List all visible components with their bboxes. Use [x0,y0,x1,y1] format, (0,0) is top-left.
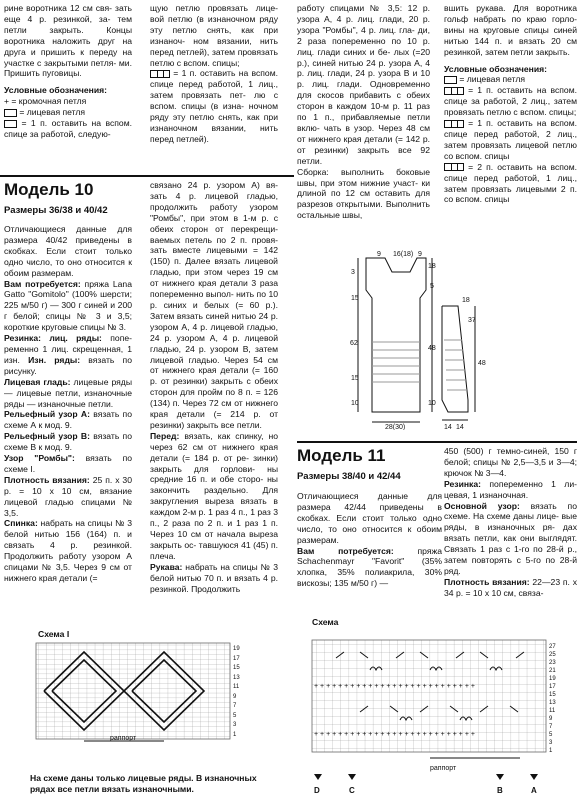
knit-stitch-symbol [444,76,457,84]
pattern-b-label: Рельефный узор В: [4,431,90,442]
column-3-top [297,3,430,221]
dim-right-4: 10 [428,400,436,407]
chart-2-row: 19 [549,676,556,682]
gauge-label: Плотность вязания: [4,474,90,485]
legend-2-line-1 [444,74,577,85]
rib-text-11: попеременно 1 ли- цевая, 1 изнаночная. [444,478,577,500]
chart-1-rapport: раппорт [110,735,137,742]
column-2-top [150,3,278,145]
col3-top-text: работу спицами № 3,5: 12 р. узора А, 4 р. лиц. глади, 20 р. узора "Ромбы", 4 р. лиц. гла- ди, 2 раза попеременно по 10 р. лиц. глади синих и бе- лых (=20 р.), синей нитью 24 р. узора А, 4 р. лиц. глади, 24 р. узора В и 10 р. лиц. глади. Одновременно для скосов прибавить с обеих сторон в каждом 10-м р. 11 раз по 1 п., прибавляемые петли вклю- чать в узор. Через 48 см от нижнего края детали (= 142 р. от резинки) закрыть все 92 петли. [297,3,430,166]
legend-2-line-2-text: = 1 п. оставить на вспом. спице за работой, 2 лиц., затем провязать петлю с вспом. спицы; [444,85,577,118]
chart-1-row: 3 [233,722,237,728]
dim-left-2: 15 [351,295,359,302]
legend-line-3 [4,118,132,140]
stockinette-text: лицевые ряды — лицевые петли, изнаночные ряды — изнаночные петли. [4,376,132,409]
chart-1-row: 5 [233,713,237,719]
need-label: Вам потребуется: [4,278,81,289]
model-10-pattern-rhombs [4,453,132,475]
chart-2-letter-a: A [531,786,537,795]
model-10-column-2 [150,180,278,594]
collar-text: рине воротника 12 см свя- зать еще 4 р. резинкой, за- тем петли закрыть. Концы воротника наложить друг на друга и пришить к переду на участке с закрытыми петля- ми. Пришить пуговицы. [4,3,132,79]
chart-1-row: 9 [233,694,237,700]
rhombs-text: вязать по схеме I. [4,453,132,474]
chart-2-row: 13 [549,700,556,706]
cable-symbol [444,120,464,128]
sleeve-dim-1: 18 [462,297,470,304]
sleeve-dim-5: 14 [456,424,464,430]
legend-2-line-2 [444,85,577,118]
gauge-text: 25 п. х 30 р. = 10 х 10 см, вязание лицевой гладью спицами № 3,5. [4,474,132,518]
chart-1-row: 13 [233,675,240,681]
col2-top-text: щую петлю провязать лице- вой петлю (в изнаночном ряду эту петлю снять, как при изнаноч- ном вязании, нить перед петлей), затем провязать петлю с вспом. спицы; [150,3,278,68]
chart-1 [30,640,280,745]
back-label: Спинка: [4,518,38,529]
svg-text:+ + + + + + + + + + + + + + +: + + + + + + + + + + + + + + + + + + + + + + + + + + + [314,683,475,690]
cable-symbol [444,163,464,171]
chart-2-row: 1 [549,748,553,754]
model-10-rib [4,333,132,377]
dim-left-4: 15 [351,375,359,382]
dim-top-1: 9 [377,251,381,258]
rib-label-11: Резинка: [444,478,481,489]
col2-mid-text: связано 24 р. узором А) вя- зать 4 р. лицевой гладью, продолжить работу узором "Ромбы", при этом в 1-м р. с обеих сторон от перекрещи- ваемых петель по 2 п. провя- зать вместе лицевыми = 142 (150) п. Далее вязать лицевой гладью, при этом через 19 см от нижнего края детали 3 раза попеременно выпол- нить по 10 р. синих и белых (= 60 р.). Затем вязать синей нитью 24 р. узором А, 4 р. лицевой гладью, 24 р. узором А, 4 р. лицевой гладью, 24 р. узором В, затем лицевой гладью. Через 54 см от нижнего края детали (= 160 р. от резинки) закрыть с обеих сторон для пройм по 8 п. = 126 (134) п. Через 72 см от нижнего края детали (= 214 р. от резинки) закрыть все петли. [150,180,278,430]
rib-label: Резинка: лиц. ряды: [4,333,102,344]
gauge-text-11: 22—23 п. х 34 р. = 10 х 10 см, связа- [444,576,577,598]
chart-2-letter-c: C [349,786,355,795]
column-4-top [444,3,577,205]
model-11-column-2 [444,446,577,599]
chart-2-row: 7 [549,724,553,730]
chart-2-row: 23 [549,660,556,666]
chart-1-row: 1 [233,732,237,738]
dim-left-5: 10 [351,400,359,407]
sleeve-dim-4: 14 [444,424,452,430]
sleeve-label: Рукава: [150,561,183,572]
model-10-pattern-b [4,431,132,453]
chart-2-row: 21 [549,668,556,674]
pattern-a-label: Рельефный узор А: [4,409,90,420]
stockinette-label: Лицевая гладь: [4,376,71,387]
back-text: набрать на спицы № 3 белой нитью 156 (164) п. и связать 4 р. резинкой. Продолжить работу узором А спицами № 3,5. Через 9 см от нижнего края детали (= [4,518,132,583]
model-10-need [4,279,132,334]
sleeve-outline [442,306,468,412]
dim-left-1: 3 [351,269,355,276]
legend-2-line-3 [444,118,577,162]
sleeve-dim-2: 37 [468,317,476,324]
dim-top-3: 9 [418,251,422,258]
model-11-block [297,446,442,589]
chart-2-row: 25 [549,652,556,658]
column-1-top [4,3,132,140]
chart-2-letter-b: B [497,786,503,795]
legend-2-line-1-text: = лицевая петля [459,74,526,85]
pattern-b-text: вязать по схеме В к мод. 9. [4,431,132,453]
garment-schematic [350,250,500,430]
chart-1-row: 15 [233,665,240,671]
dim-right-1: 18 [428,263,436,270]
model-11-main [444,501,577,577]
legend-line-3-text: = 1 п. оставить на вспом. спице за работой, следую- [4,118,132,139]
pattern-a-text: вязать по схеме А к мод. 9. [4,409,132,431]
assembly-text: Сборка: выполнить боковые швы, при этом нижние участ- ки длиной по 12 см оставить для разрезов открытыми. Выполнить остальные швы, [297,166,430,221]
model-10-rule [0,175,294,177]
chart-1-row: 17 [233,656,240,662]
legend-2-title: Условные обозначения: [444,63,547,74]
gauge-label-11: Плотность вязания: [444,576,530,587]
model-10-stockinette [4,377,132,410]
rib2-label: Изн. ряды: [28,354,81,365]
chart-1-title: Схема I [38,629,70,639]
chart-2-row: 5 [549,732,553,738]
model-11-yarn: 450 (500) г темно-синей, 150 г белой; спицы № 2,5—3,5 и 3—4; крючок № 3—4. [444,446,577,478]
col2-top-text-2-body: = 1 п. оставить на вспом. спице перед работой, 1 лиц., затем провязать пет- лю с вспом. спицы (в изна- ночном ряду эту петлю снять, как при изнаночном вязании, нить перед петлей). [150,68,278,144]
dim-right-2: 5 [430,283,434,290]
model-10-sizes: Размеры 36/38 и 40/42 [4,205,108,216]
main-text-11: вязать по схеме. На схеме даны лице- вые ряды, в изнаночных ря- дах вязать петли, как они выглядят. Связать 1 раз с 1-го по 28-й р., затем повторять с 5-го по 28-й ряд. [444,500,577,576]
col2-top-text-2 [150,68,278,144]
chart-2 [300,628,578,800]
sleeve-dim-3: 48 [478,360,486,367]
chart-2-rapport: раппорт [430,765,457,772]
chart-2-title: Схема [312,617,339,627]
legend-line-1: + = кромочная петля [4,96,87,107]
model-10-gauge [4,475,132,519]
front-text [150,431,278,562]
need-label-11: Вам потребуется: [297,545,394,556]
chart-2-row: 17 [549,684,556,690]
main-label-11: Основной узор: [444,500,520,511]
chart-2-letter-d: D [314,786,320,795]
chart-1-row: 11 [233,684,240,690]
model-10-title: Модель 10 [4,180,94,199]
model-11-gauge [444,577,577,599]
sleeve-body: набрать на спицы № 3 белой нитью 70 п. и вязать 4 р. резинкой. Продолжить [150,561,278,594]
rib2-text: вязать по рисунку. [4,354,132,376]
model-11-title: Модель 11 [297,446,386,465]
front-label: Перед: [150,430,180,441]
model-11-intro: Отличающиеся данные для размера 42/44 приведены в скобках. Если стоит только одно число, то оно относится к обоим размерам. [297,491,442,545]
model-10-column-1 [4,224,132,584]
model-11-need [297,546,442,590]
rhombs-label: Узор "Ромбы": [4,453,75,464]
dim-left-3: 62 [350,340,358,347]
legend-title: Условные обозначения: [4,85,107,96]
sleeve-text [150,562,278,595]
model-10-intro: Отличающиеся данные для размера 40/42 приведены в скобках. Если стоит только одно число, то оно относится к обоим размерам. [4,224,132,278]
chart-1-footnote: На схеме даны только лицевые ряды. В изнаночных рядах все петли вязать изнаночными. [30,773,257,794]
chart-2-row: 27 [549,644,556,650]
cable-symbol [150,70,170,78]
legend-line-2-text: = лицевая петля [19,107,86,118]
model-11-sizes: Размеры 38/40 и 42/44 [297,471,401,482]
model-11-rule [297,441,577,443]
chart-1-row: 7 [233,703,237,709]
model-10-pattern-a [4,409,132,431]
svg-text:+ + + + + + + + + + + + + + +: + + + + + + + + + + + + + + + + + + + + + + + + + + + [314,731,475,738]
need-text: пряжа Lana Gatto "Gomitolo" (100% шерсти; 225 м/50 г) — 300 г синей и 200 г белой; спицы № 3 и 3,5; короткие круговые спицы № 3. [4,278,132,333]
dim-top-2: 16(18) [393,251,414,258]
model-10-back [4,518,132,583]
chart-2-row: 9 [549,716,553,722]
chart-2-row: 3 [549,740,553,746]
legend-line-2 [4,107,132,118]
model-10-block [4,180,144,217]
chart-2-row: 11 [549,708,556,714]
model-11-rib [444,479,577,501]
dim-bottom: 28(30) [385,424,406,430]
legend-2-line-3-text: = 1 п. оставить на вспом. спице перед работой, 2 лиц., затем провязать лицевой петлю со вспом. спицы [444,118,577,161]
rib-text: попе- ременно 1 лиц. скрещенная, 1 изн. [4,333,133,365]
knit-stitch-symbol [4,109,17,117]
chart-2-row: 15 [549,692,556,698]
dim-right-3: 48 [428,345,436,352]
legend-2-line-4 [444,162,577,206]
body-outline [366,258,426,412]
col4-top-text: вшить рукава. Для воротника гольф набрать по краю горло- вины на круговые спицы синей нитью 144 п. и вязать 20 см резинкой, затем петли закрыть. [444,3,577,57]
need-text-11: пряжа Schachenmayr "Favorit" (35% хлопка, 35% полиакрила, 30% вискозы; 135 м/50 г) — [297,545,443,589]
front-body: вязать, как спинку, но через 62 см от нижнего края детали (= 184 р. от ре- зинки) закрыть для горлови- ны средние 16 п. и обе сторо- ны закончить раздельно. Для закругления выреза вязать в каждом 2-м р. 1 раз 4 п., 1 раз 3 п., 2 раза по 2 п. и 1 раз 1 п. Через 10 см от начала выреза закрыть ос- тавшуюся 41 (45) п. плеча. [150,430,278,561]
arrow-marks [314,774,538,780]
legend-2-line-4-text: = 2 п. оставить на вспом. спице перед работой, 1 лиц., затем провязать лицевыми 2 п. со вспом. спицы [444,161,577,205]
cable-symbol [444,87,464,95]
slip-stitch-symbol [4,120,17,128]
chart-1-row: 19 [233,646,240,652]
